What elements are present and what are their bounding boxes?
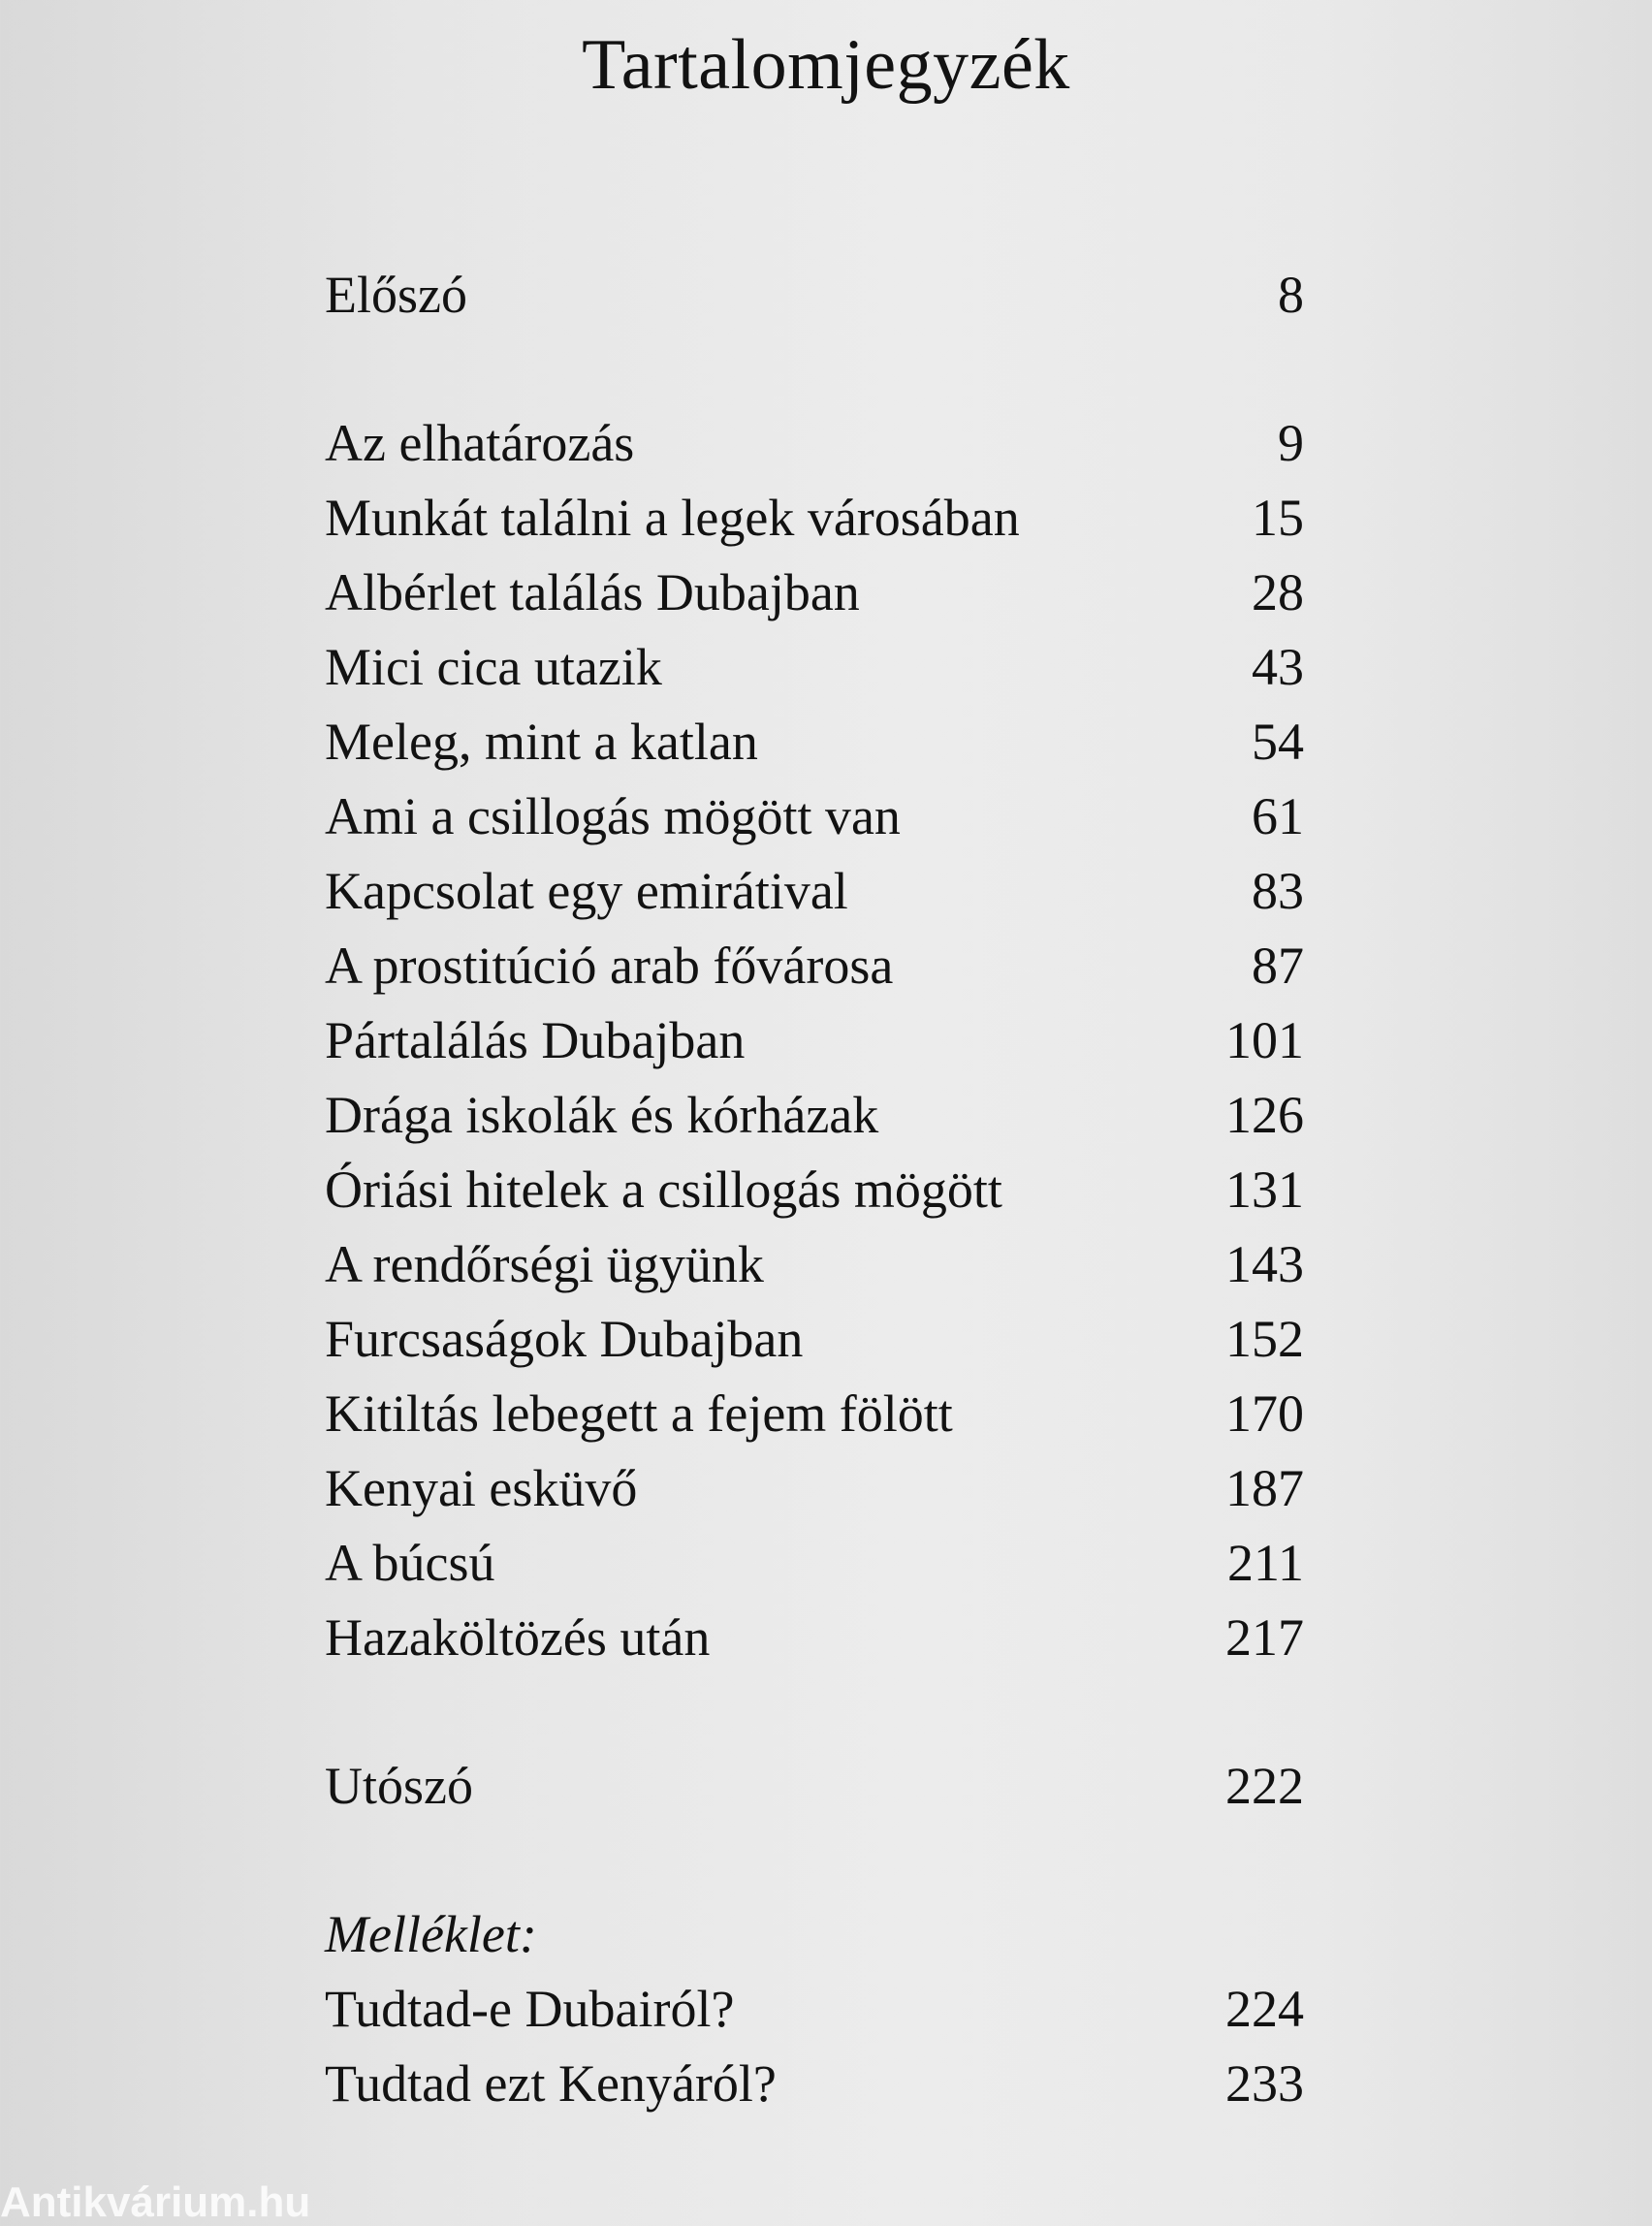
toc-entry-title: Óriási hitelek a csillogás mögött: [325, 1161, 1002, 1219]
toc-entry-appendix: [325, 2052, 1304, 2115]
toc-entry-appendix: [325, 1978, 1304, 2040]
toc-entry-page: 131: [1225, 1161, 1304, 1219]
toc-entry-page: 9: [1278, 414, 1304, 472]
toc-entry: [325, 935, 1304, 997]
toc-entry-title: Kapcsolat egy emirátival: [325, 862, 848, 920]
toc-entry-title: A búcsú: [325, 1534, 495, 1592]
toc-entry-page: 101: [1225, 1011, 1304, 1069]
toc-entry-page: 15: [1252, 489, 1304, 547]
toc-entry: [325, 1308, 1304, 1370]
toc-entry-title: Tudtad ezt Kenyáról?: [325, 2054, 777, 2113]
toc-entry-title: Előszó: [325, 266, 467, 324]
toc-entry: [325, 1084, 1304, 1146]
toc-entry-eloszo: [325, 264, 1304, 326]
toc-entry: [325, 1457, 1304, 1519]
toc-entry-page: 54: [1252, 713, 1304, 771]
toc-entry-title: Mici cica utazik: [325, 638, 662, 696]
toc-entry-title: Tudtad-e Dubairól?: [325, 1980, 735, 2038]
toc-entry-title: Munkát találni a legek városában: [325, 489, 1020, 547]
toc-entry: [325, 561, 1304, 623]
toc-entry: [325, 1233, 1304, 1295]
toc-entry-page: 126: [1225, 1086, 1304, 1144]
toc-entry-title: Utószó: [325, 1757, 473, 1815]
toc-entry-title: Meleg, mint a katlan: [325, 713, 758, 771]
toc-entry: [325, 1159, 1304, 1221]
toc-entry-page: 233: [1225, 2054, 1304, 2113]
toc-entry-title: Hazaköltözés után: [325, 1608, 711, 1667]
toc-entry-page: 8: [1278, 266, 1304, 324]
toc-entry-page: 61: [1252, 787, 1304, 845]
page-title: Tartalomjegyzék: [582, 25, 1070, 105]
toc-entry-page: 43: [1252, 638, 1304, 696]
toc-entry: [325, 711, 1304, 773]
toc-entry-title: Kitiltás lebegett a fejem fölött: [325, 1384, 953, 1443]
toc-entry: [325, 412, 1304, 474]
watermark: Antikvárium.hu: [0, 2178, 311, 2226]
toc-entry: [325, 1532, 1304, 1594]
toc-entry: [325, 1383, 1304, 1445]
toc-entry-page: 211: [1227, 1534, 1304, 1592]
toc-entry-page: 170: [1225, 1384, 1304, 1443]
toc-entry-page: 28: [1252, 563, 1304, 621]
toc-entry: [325, 487, 1304, 549]
toc-entry-page: 224: [1225, 1980, 1304, 2038]
toc-entry-title: Kenyai esküvő: [325, 1459, 638, 1517]
toc-entry-page: 83: [1252, 862, 1304, 920]
appendix-heading: [325, 1903, 1304, 1965]
toc-entry-title: Furcsaságok Dubajban: [325, 1310, 804, 1368]
toc-entry-utoszo: [325, 1755, 1304, 1817]
toc-entry-title: Az elhatározás: [325, 414, 635, 472]
toc-entry-title: A rendőrségi ügyünk: [325, 1235, 764, 1293]
appendix-heading-label: Melléklet:: [325, 1905, 537, 1963]
toc-entry: [325, 860, 1304, 922]
toc-entry: [325, 1009, 1304, 1071]
toc-entry: [325, 1606, 1304, 1669]
toc-entry-page: 217: [1225, 1608, 1304, 1667]
toc-entry-title: Ami a csillogás mögött van: [325, 787, 901, 845]
toc-entry-page: 187: [1225, 1459, 1304, 1517]
toc-entry-title: Drága iskolák és kórházak: [325, 1086, 879, 1144]
toc-entry-page: 87: [1252, 937, 1304, 995]
toc-entry-title: A prostitúció arab fővárosa: [325, 937, 894, 995]
toc-entry: [325, 636, 1304, 698]
toc-entry-page: 222: [1225, 1757, 1304, 1815]
toc-entry-title: Albérlet találás Dubajban: [325, 563, 860, 621]
toc-entry-page: 152: [1225, 1310, 1304, 1368]
toc-entry-page: 143: [1225, 1235, 1304, 1293]
toc-entry-title: Pártalálás Dubajban: [325, 1011, 746, 1069]
toc-entry: [325, 785, 1304, 847]
